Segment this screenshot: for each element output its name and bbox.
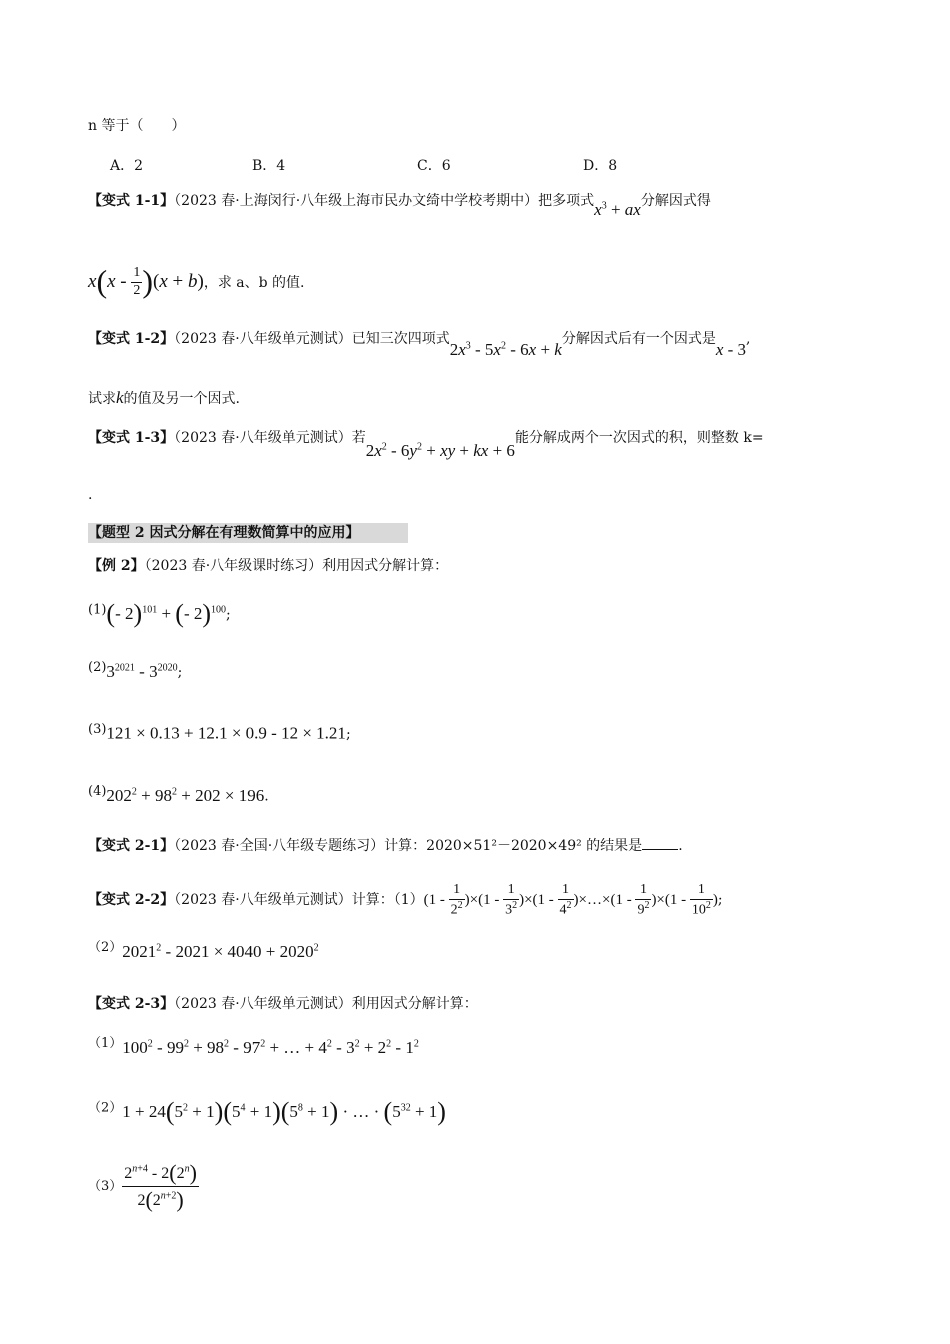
example-tag: 【例 2】 [88,558,145,574]
variant-2-3-item-3 [88,1160,199,1214]
variant-text: 利用因式分解计算： [351,996,478,1012]
formula: $202^2 + 98^2 + 202 \times 196$ [106,785,265,805]
variant-text: 已知三次四项式 [351,331,450,347]
variant-1-1 [88,190,711,219]
variant-text-after: 分解因式得 [640,193,711,209]
option-d: D．8 [583,158,618,174]
variant-text: 的值及另一个因式. [123,391,240,407]
variant-1-1-line2 [88,262,305,300]
formula: $2021^2 - 2021 \times 4040 + 2020^2$ [122,941,319,961]
item-label: （2） [88,1100,123,1116]
formula: $2x^2 - 6y^2$ + xy + kx + 6 [365,441,515,460]
option-b: B．4 [252,158,286,174]
item-label: (2) [88,660,107,675]
formula: $100^2 - 99^2 + 98^2 - 97^2$ + … + $4^2 - 3^2 + 2^2 - 1^2$ [122,1037,419,1057]
variant-1-2: 【变式 1-2】（2023 春·八年级单元测试）已知三次四项式$2x^3 - 5x^2 - 6x + k$分解因式后有一个因式是x - 3, [88,331,751,359]
variant-text-after: 能分解成两个一次因式的积，则整数 k= [514,430,764,446]
option-c: C．6 [417,158,451,174]
formula: $x^3$ + ax [594,200,641,219]
option-a: A．2 [110,158,144,174]
variant-text: 计算：（1） [351,892,424,909]
variant-1-3 [88,427,764,460]
example-text: 利用因式分解计算： [322,558,449,574]
variant-2-2: 【变式 2-2】（2023 春·八年级单元测试）计算：（1）(1 - $\frac{1}{2^2}$ )×(1 - $\frac{1}{3^2}$ )×(1 - $\frac{1}{4^2}$ )×…×(1 - $\frac{1}{9^2}$ )×(1 - $\frac{1}{10^2}$ ); [88,882,723,918]
item-label: (1) [88,602,107,618]
item-label: （2） [88,940,123,955]
variant-source: （2023 春·八年级单元测试） [174,331,352,347]
variant-2-3-item-1 [88,1036,419,1058]
item-label: (4) [88,784,107,799]
example-item-2: $(2)3^{2021} - 3^{2020}$; [88,660,183,681]
formula: $3^{2021} - 3^{2020}$ [106,661,178,681]
formula: k [116,388,124,407]
example-2 [88,558,448,575]
formula: x(x - $\frac{1}{2}$ )(x + b) [88,263,204,299]
variant-text: 把多项式 [538,193,595,209]
item-label: （3） [88,1179,123,1195]
formula: (1 - $\frac{1}{2^2}$ )×(1 - $\frac{1}{3^2}$ )×(1 - $\frac{1}{4^2}$ )×…×(1 - $\frac{1}{9^2}$ )×(1 - $\frac{1}{10^2}$ ) [423,882,718,918]
example-item-1: (1)(- 2)$^{101}$ + (- 2)$^{100}$; [88,599,231,628]
variant-tag: 【变式 1-2】 [88,331,175,347]
variant-text-mid: 分解因式后有一个因式是 [561,331,716,347]
variant-source: （2023 春·八年级单元测试） [174,996,352,1012]
section-heading: 【题型 2 因式分解在有理数简算中的应用】 [88,523,408,543]
example-source: （2023 春·八年级课时练习） [144,558,323,574]
variant-text: 若 [351,430,366,446]
variant-1-2-line2 [88,388,240,408]
variant-tag: 【变式 2-3】 [88,996,175,1012]
formula: 121 × 0.13 + 12.1 × 0.9 - 12 × 1.21 [106,723,346,743]
variant-text-end: . [678,838,683,854]
variant-2-2-item-2 [88,940,319,962]
variant-tag: 【变式 1-1】 [88,193,175,209]
variant-tag: 【变式 2-1】 [88,838,175,854]
example-item-4: $(4)202^2 + 98^2 + 202 \times 196$. [88,784,269,805]
variant-1-3-line2: . [88,487,93,503]
variant-2-1 [88,838,683,855]
variant-text: 试求 [88,391,116,407]
item-label: （1） [88,1036,123,1051]
variant-text: 计算：2020×51²－2020×49² 的结果是 [384,838,643,854]
variant-2-3-item-2 [88,1096,446,1127]
variant-tag: 【变式 2-2】 [88,892,175,909]
item-label: (3) [88,722,107,737]
variant-source: （2023 春·八年级单元测试） [174,892,352,909]
formula: $\frac{2^{n+4} - 2(2^n)}{2(2^{n+2})}$ [124,1160,197,1213]
answer-blank[interactable] [642,849,678,850]
variant-2-3 [88,996,478,1013]
variant-source: （2023 春·全国·八年级专题练习） [174,838,385,854]
example-item-3: (3)121 × 0.13 + 12.1 × 0.9 - 12 × 1.21; [88,722,351,743]
formula: (- 2)$^{101}$ + (- 2)$^{100}$ [106,599,227,628]
formula: $2x^3 - 5x^2 - 6x + k$ [449,340,562,359]
variant-source: （2023 春·八年级单元测试） [174,430,352,446]
variant-text: ，求 a、b 的值. [203,275,305,291]
variant-tag: 【变式 1-3】 [88,430,175,446]
question-stem: n 等于（ ） [88,118,186,134]
formula: $1 + 24(5^2 + 1)(5^4 + 1)(5^8 + 1)$ · … · $(5^{32} + 1)$ [122,1097,446,1126]
variant-source: （2023 春·上海闵行·八年级上海市民办文绮中学校考期中） [174,193,539,209]
formula: x - 3 [715,340,747,359]
